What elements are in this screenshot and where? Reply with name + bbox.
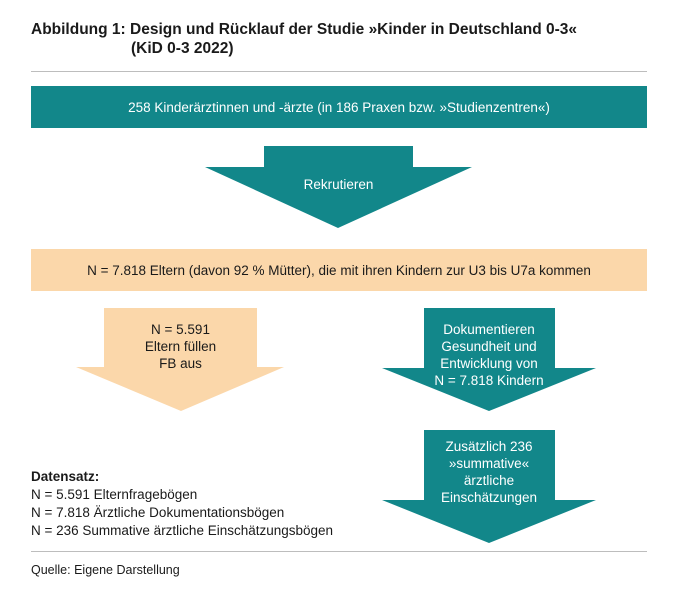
parents-box	[31, 249, 647, 291]
parents-box-text: N = 7.818 Eltern (davon 92 % Mütter), die mit ihren Kindern zur U3 bis U7a kommen	[87, 262, 591, 278]
physicians-box-text: 258 Kinderärztinnen und -ärzte (in 186 Praxen bzw. »Studienzentren«)	[128, 99, 550, 115]
arrow-left-label	[104, 321, 257, 372]
arrow-left-line: FB aus	[159, 356, 202, 371]
dataset-summary	[31, 468, 333, 540]
arrow-left-line: Eltern füllen	[144, 339, 217, 354]
dataset-line: N = 7.818 Ärztliche Dokumentationsbögen	[31, 505, 285, 520]
source-note: Quelle: Eigene Darstellung	[31, 563, 180, 577]
arrow-left-line: N = 5.591	[151, 322, 210, 337]
title-line-2: (KiD 0-3 2022)	[131, 40, 234, 57]
title-line-1: Abbildung 1: Design und Rücklauf der Studie »Kinder in Deutschland 0-3«	[31, 21, 578, 38]
arrow-bottom-line: ärztliche	[463, 473, 515, 488]
dataset-heading: Datensatz:	[31, 469, 100, 484]
dataset-line: N = 236 Summative ärztliche Einschätzungsbögen	[31, 523, 334, 538]
arrow-right-line: Gesundheit und	[441, 339, 537, 354]
dataset-line: N = 5.591 Elternfragebögen	[31, 487, 198, 502]
arrow-bottom-label	[414, 438, 564, 506]
arrow-recruit-label: Rekrutieren	[303, 177, 374, 192]
arrow-right-label	[414, 321, 564, 389]
bottom-divider	[31, 551, 647, 552]
arrow-bottom-line: Einschätzungen	[440, 490, 538, 505]
arrow-right-line: Dokumentieren	[443, 322, 535, 337]
physicians-box	[31, 86, 647, 128]
arrow-bottom-line: Zusätzlich 236	[445, 439, 533, 454]
arrow-bottom-line: »summative«	[448, 456, 530, 471]
arrow-right-line: Entwicklung von	[440, 356, 538, 371]
arrow-right-line: N = 7.818 Kindern	[434, 373, 544, 388]
